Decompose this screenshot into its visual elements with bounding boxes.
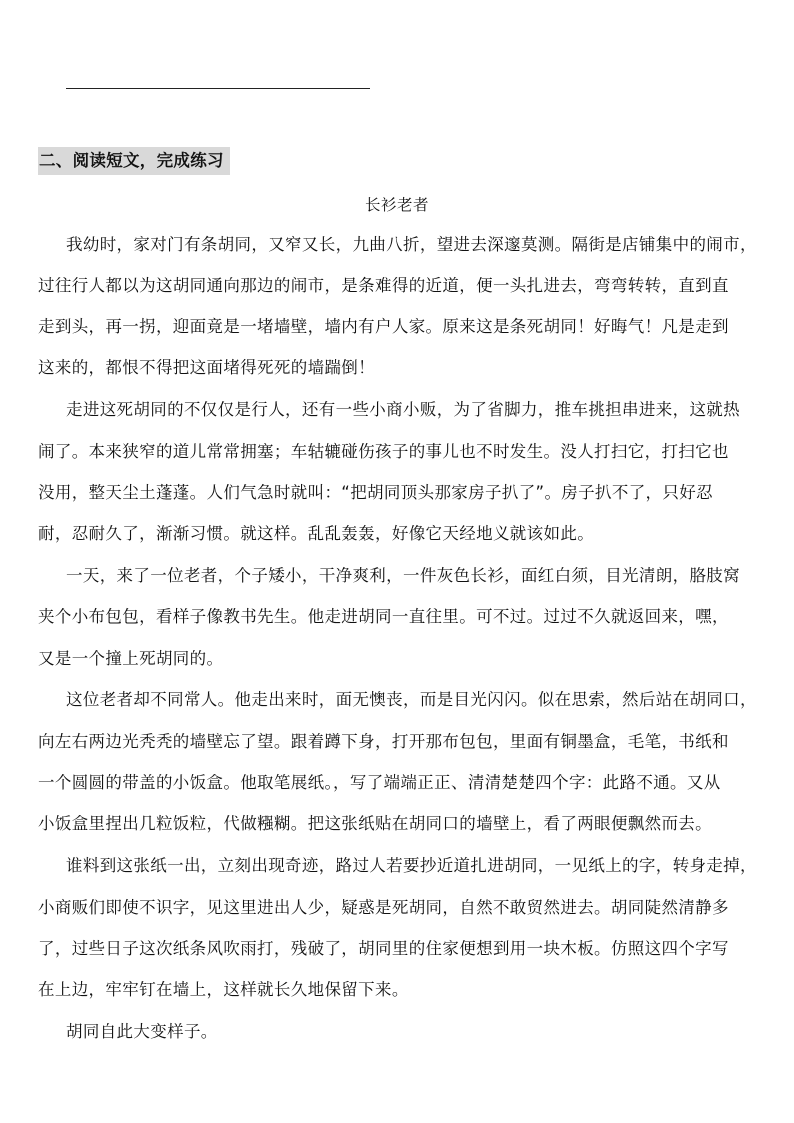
text-line: 小商贩们即使不识字，见这里进出人少，疑惑是死胡同，自然不敢贸然进去。胡同陡然清静多 (38, 898, 729, 917)
text-line: 小饭盒里捏出几粒饭粒，代做糨糊。把这张纸贴在胡同口的墙壁上，看了两眼便飘然而去。 (38, 814, 712, 833)
text-line: 走到头，再一拐，迎面竟是一堵墙壁，墙内有户人家。原来这是条死胡同！好晦气！凡是走到 (38, 317, 729, 336)
article-title: 长衫老者 (364, 196, 429, 214)
text-line: 胡同自此大变样子。 (66, 1022, 218, 1041)
text-line: 耐，忍耐久了，渐渐习惯。就这样。乱乱轰轰，好像它天经地义就该如此。 (38, 524, 595, 543)
text-line: 在上边，牢牢钉在墙上，这样就长久地保留下来。 (38, 980, 409, 999)
text-line: 了，过些日子这次纸条风吹雨打，残破了，胡同里的住家便想到用一块木板。仿照这四个字写 (38, 939, 729, 958)
text-line: 谁料到这张纸一出，立刻出现奇迹，路过人若要抄近道扎进胡同，一见纸上的字，转身走掉， (66, 856, 757, 875)
answer-blank-line (66, 88, 370, 89)
text-line: 没用，整天尘土蓬蓬。人们气急时就叫：“把胡同顶头那家房子扒了”。房子扒不了，只好忍 (38, 483, 713, 502)
section-heading: 二、阅读短文，完成练习 (38, 147, 230, 175)
text-line: 闹了。本来狭窄的道儿常常拥塞；车轱辘碰伤孩子的事儿也不时发生。没人打扫它，打扫它也 (38, 442, 729, 461)
text-line: 向左右两边光秃秃的墙壁忘了望。跟着蹲下身，打开那布包包，里面有铜墨盒，毛笔，书纸和 (38, 732, 729, 751)
text-line: 过往行人都以为这胡同通向那边的闹市，是条难得的近道，便一头扎进去，弯弯转转，直到直 (38, 276, 729, 295)
text-line: 这来的，都恨不得把这面堵得死死的墙踹倒！ (38, 358, 375, 377)
text-line: 一个圆圆的带盖的小饭盒。他取笔展纸。，写了端端正正、清清楚楚四个字：此路不通。又从 (38, 773, 721, 792)
text-line: 又是一个撞上死胡同的。 (38, 649, 224, 668)
text-line: 夹个小布包包，看样子像教书先生。他走进胡同一直往里。可不过。过过不久就返回来，嘿， (38, 607, 729, 626)
text-line: 这位老者却不同常人。他走出来时，面无懊丧，而是目光闪闪。似在思索，然后站在胡同口， (66, 690, 757, 709)
text-line: 一天，来了一位老者，个子矮小，干净爽利，一件灰色长衫，面红白须，目光清朗，胳肢窝 (66, 566, 740, 585)
text-line: 我幼时，家对门有条胡同，又窄又长，九曲八折，望进去深邃莫测。隔街是店铺集中的闹市， (66, 235, 757, 254)
text-line: 走进这死胡同的不仅仅是行人，还有一些小商小贩，为了省脚力，推车挑担串进来，这就热 (66, 400, 740, 419)
